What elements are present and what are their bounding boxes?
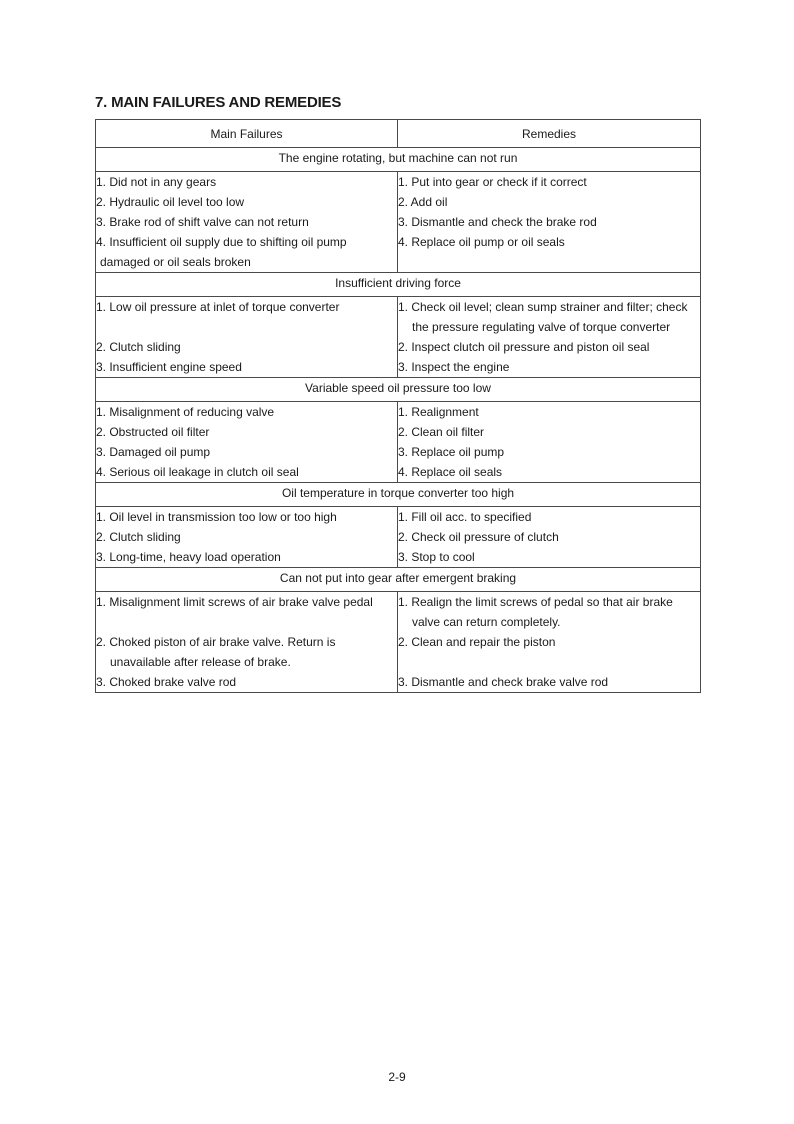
remedy-line: 2. Inspect clutch oil pressure and piston oil seal	[398, 340, 650, 354]
remedy-line: 4. Replace oil pump or oil seals	[398, 235, 565, 249]
failures-cell	[96, 172, 398, 273]
failures-cell	[96, 507, 398, 568]
remedy-line	[398, 652, 700, 672]
failure-line: 3. Brake rod of shift valve can not return	[96, 215, 309, 229]
failure-line	[96, 612, 397, 632]
table-header-row	[96, 120, 701, 148]
remedy-line: 4. Replace oil seals	[398, 465, 503, 479]
remedies-cell	[398, 402, 701, 483]
section-row	[96, 568, 701, 592]
remedies-cell	[398, 297, 701, 378]
failures-cell	[96, 297, 398, 378]
section-row	[96, 148, 701, 172]
header-remedies: Remedies	[398, 120, 701, 148]
failure-line: 2. Clutch sliding	[96, 340, 181, 354]
section-body-row	[96, 297, 701, 378]
section-body-row	[96, 592, 701, 693]
failure-line: 1. Did not in any gears	[96, 175, 217, 189]
remedy-line: 1. Put into gear or check if it correct	[398, 175, 587, 189]
remedy-line: 2. Clean and repair the piston	[398, 635, 556, 649]
failure-line: 4. Serious oil leakage in clutch oil seal	[96, 465, 299, 479]
remedy-line	[398, 252, 700, 272]
section-body-row	[96, 172, 701, 273]
remedy-line: 1. Realign the limit screws of pedal so that air brake	[398, 595, 673, 609]
remedy-line: 2. Add oil	[398, 195, 448, 209]
remedy-line: 3. Inspect the engine	[398, 360, 510, 374]
failure-line: 2. Choked piston of air brake valve. Return is	[96, 635, 336, 649]
section-row	[96, 273, 701, 297]
failure-line: 1. Misalignment limit screws of air brake valve pedal	[96, 595, 373, 609]
failure-line: 2. Hydraulic oil level too low	[96, 195, 245, 209]
failure-line: unavailable after release of brake.	[110, 655, 291, 669]
remedy-line: 2. Clean oil filter	[398, 425, 485, 439]
section-body-row	[96, 507, 701, 568]
failures-table	[95, 119, 701, 693]
remedy-line: 3. Dismantle and check the brake rod	[398, 215, 597, 229]
remedies-cell	[398, 172, 701, 273]
section-heading: Can not put into gear after emergent braking	[96, 568, 701, 592]
failure-line: damaged or oil seals broken	[100, 255, 251, 269]
page-title: 7. MAIN FAILURES AND REMEDIES	[95, 94, 342, 111]
remedies-cell	[398, 592, 701, 693]
remedy-line: 3. Stop to cool	[398, 550, 475, 564]
header-main-failures: Main Failures	[96, 120, 398, 148]
table-body	[96, 148, 701, 693]
remedy-line: the pressure regulating valve of torque converter	[412, 320, 671, 334]
remedy-line: 2. Check oil pressure of clutch	[398, 530, 559, 544]
failures-cell	[96, 402, 398, 483]
remedy-line: 3. Replace oil pump	[398, 445, 505, 459]
remedies-cell	[398, 507, 701, 568]
failure-line: 3. Choked brake valve rod	[96, 675, 237, 689]
failure-line: 4. Insufficient oil supply due to shifting oil pump	[96, 235, 347, 249]
failure-line: 1. Misalignment of reducing valve	[96, 405, 275, 419]
section-row	[96, 483, 701, 507]
remedy-line: valve can return completely.	[412, 615, 561, 629]
section-heading: Variable speed oil pressure too low	[96, 378, 701, 402]
failure-line: 3. Insufficient engine speed	[96, 360, 242, 374]
failure-line: 1. Low oil pressure at inlet of torque converter	[96, 300, 340, 314]
failure-line: 3. Damaged oil pump	[96, 445, 211, 459]
remedy-line: 1. Realignment	[398, 405, 479, 419]
failure-line	[96, 317, 397, 337]
failure-line: 1. Oil level in transmission too low or too high	[96, 510, 337, 524]
section-heading: Insufficient driving force	[96, 273, 701, 297]
section-heading: Oil temperature in torque converter too high	[96, 483, 701, 507]
page-number: 2-9	[388, 1070, 406, 1084]
failure-line: 3. Long-time, heavy load operation	[96, 550, 281, 564]
failure-line: 2. Clutch sliding	[96, 530, 181, 544]
remedy-line: 1. Check oil level; clean sump strainer and filter; check	[398, 300, 688, 314]
failure-line: 2. Obstructed oil filter	[96, 425, 210, 439]
section-heading: The engine rotating, but machine can not run	[96, 148, 701, 172]
section-body-row	[96, 402, 701, 483]
remedy-line: 1. Fill oil acc. to specified	[398, 510, 532, 524]
failures-cell	[96, 592, 398, 693]
remedy-line: 3. Dismantle and check brake valve rod	[398, 675, 609, 689]
section-row	[96, 378, 701, 402]
